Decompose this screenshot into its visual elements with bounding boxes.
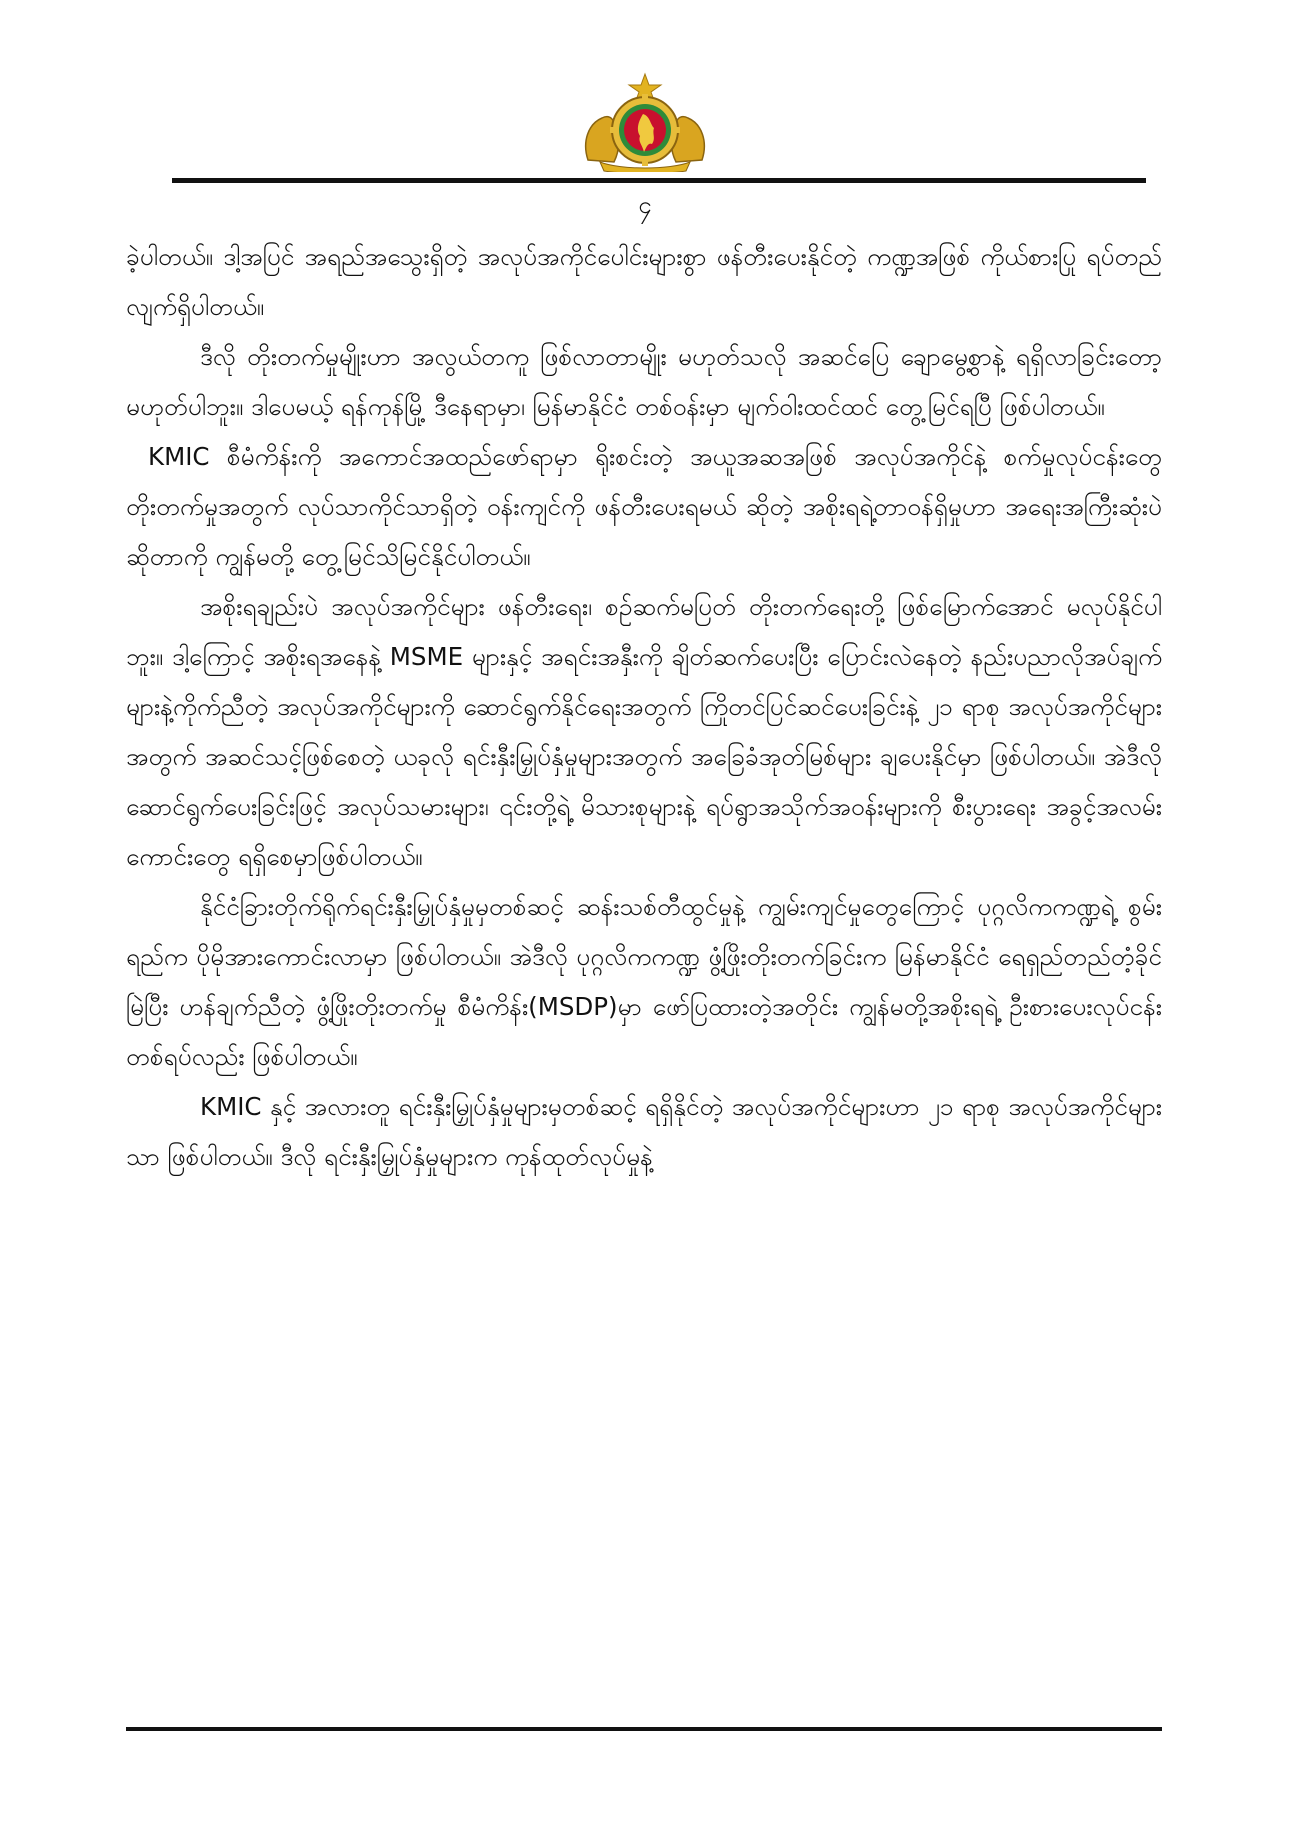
paragraph: KMIC နှင့် အလားတူ ရင်းနှီးမြှုပ်နှံမှုများမှတစ်ဆင့် ရရှိနိုင်တဲ့ အလုပ်အကိုင်များဟာ ၂၁ ရာစု အလုပ်အကိုင်များသာ ဖြစ်ပါတယ်။ ဒီလို ရင်းနှီးမြှုပ်နှံမှုများက ကုန်ထုတ်လုပ်မှုနဲ့: [126, 1092, 1162, 1171]
paragraph: နိုင်ငံခြားတိုက်ရိုက်ရင်းနှီးမြှုပ်နှံမှုမှတစ်ဆင့် ဆန်းသစ်တီထွင်မှုနဲ့ ကျွမ်းကျင်မှုတွေကြောင့် ပုဂ္ဂလိကကဏ္ဍရဲ့ စွမ်းရည်က ပိုမိုအားကောင်းလာမှာ ဖြစ်ပါတယ်။ အဲဒီလို ပုဂ္ဂလိကကဏ္ဍ ဖွံ့ဖြိုးတိုးတက်ခြင်းက မြန်မာနိုင်ငံ ရေရှည်တည်တံ့ခိုင်မြဲပြီး ဟန်ချက်ညီတဲ့ ဖွံ့ဖြိုးတိုးတက်မှု စီမံကိန်း(MSDP)မှာ ဖော်ပြထားတဲ့အတိုင်း ကျွန်မတို့အစိုးရရဲ့ ဦးစားပေးလုပ်ငန်းတစ်ရပ်လည်း ဖြစ်ပါတယ်။: [126, 892, 1162, 1071]
header-rule: [172, 178, 1146, 183]
paragraph: ဒီလို တိုးတက်မှုမျိုးဟာ အလွယ်တကူ ဖြစ်လာတာမျိုး မဟုတ်သလို အဆင်ပြေ ချောမွေ့စွာနဲ့ ရရှိလာခြင်းတော့ မဟုတ်ပါဘူး။ ဒါပေမယ့် ရန်ကုန်မြို့ ဒီနေရာမှာ၊ မြန်မာနိုင်ငံ တစ်ဝန်းမှာ မျက်ဝါးထင်ထင် တွေ့မြင်ရပြီ ဖြစ်ပါတယ်။: [126, 342, 1162, 421]
state-seal-icon: [580, 72, 710, 172]
paragraph: အစိုးရချည်းပဲ အလုပ်အကိုင်များ ဖန်တီးရေး၊ စဉ်ဆက်မပြတ် တိုးတက်ရေးတို့ ဖြစ်မြောက်အောင် မလုပ်နိုင်ပါဘူး။ ဒါ့ကြောင့် အစိုးရအနေနဲ့ MSME များနှင့် အရင်းအနှီးကို ချိတ်ဆက်ပေးပြီး ပြောင်းလဲနေတဲ့ နည်းပညာလိုအပ်ချက်များနဲ့ကိုက်ညီတဲ့ အလုပ်အကိုင်များကို ဆောင်ရွက်နိုင်ရေးအတွက် ကြိုတင်ပြင်ဆင်ပေးခြင်းနဲ့ ၂၁ ရာစု အလုပ်အကိုင်များအတွက် အဆင်သင့်ဖြစ်စေတဲ့ ယခုလို ရင်းနှီးမြှုပ်နှံမှုများအတွက် အခြေခံအုတ်မြစ်များ ချပေးနိုင်မှာ ဖြစ်ပါတယ်။ အဲဒီလို ဆောင်ရွက်ပေးခြင်းဖြင့် အလုပ်သမားများ၊ ၎င်းတို့ရဲ့ မိသားစုများနဲ့ ရပ်ရွာအသိုက်အဝန်းများကို စီးပွားရေး အခွင့်အလမ်းကောင်းတွေ ရရှိစေမှာဖြစ်ပါတယ်။: [126, 592, 1162, 871]
footer-rule: [126, 1727, 1162, 1731]
body-text: [126, 232, 1162, 1182]
paragraph: ခဲ့ပါတယ်။ ဒါ့အပြင် အရည်အသွေးရှိတဲ့ အလုပ်အကိုင်ပေါင်းများစွာ ဖန်တီးပေးနိုင်တဲ့ ကဏ္ဍအဖြစ် ကိုယ်စားပြု ရပ်တည်လျက်ရှိပါတယ်။: [126, 242, 1162, 321]
page-number: ၄: [638, 191, 652, 219]
paragraph: KMIC စီမံကိန်းကို အကောင်အထည်ဖော်ရာမှာ ရိုးစင်းတဲ့ အယူအဆအဖြစ် အလုပ်အကိုင်နဲ့ စက်မှုလုပ်ငန်းတွေ တိုးတက်မှုအတွက် လုပ်သာကိုင်သာရှိတဲ့ ဝန်းကျင်ကို ဖန်တီးပေးရမယ် ဆိုတဲ့ အစိုးရရဲ့တာဝန်ရှိမှုဟာ အရေးအကြီးဆုံးပဲဆိုတာကို ကျွန်မတို့ တွေ့မြင်သိမြင်နိုင်ပါတယ်။: [126, 442, 1162, 571]
state-emblem: [580, 72, 710, 172]
